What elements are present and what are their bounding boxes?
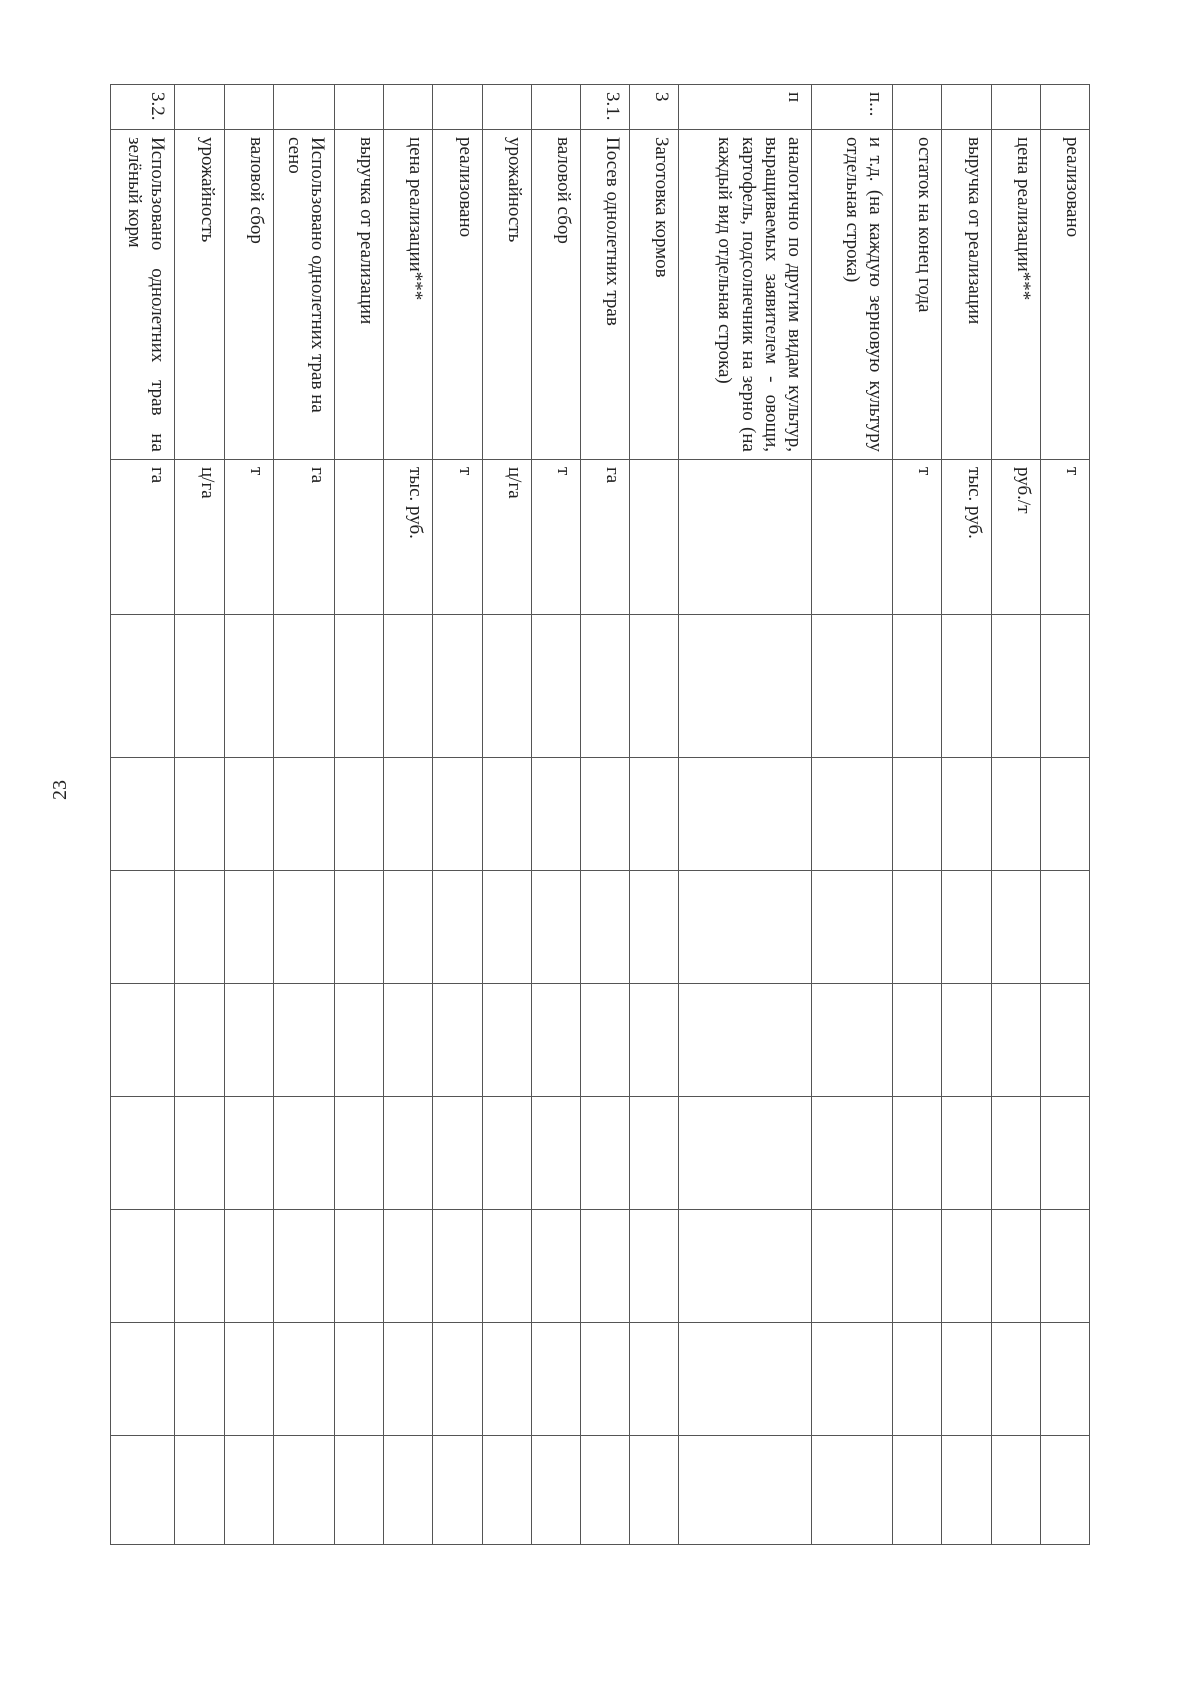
table-row (482, 85, 531, 1545)
empty-value-cell (531, 1436, 580, 1545)
row-number-cell (482, 85, 531, 130)
empty-value-cell (893, 758, 942, 871)
empty-value-cell (111, 1323, 175, 1436)
row-label-cell: аналогично по другим видам культур, выращиваемых заявителем - овощи, картофель, подсолнечник на зерно (на каждый вид отдельная строка) (679, 130, 812, 460)
empty-value-cell (679, 1097, 812, 1210)
empty-value-cell (433, 1097, 482, 1210)
empty-value-cell (531, 1210, 580, 1323)
row-unit-cell: т (1040, 460, 1089, 615)
table-row (384, 85, 433, 1545)
empty-value-cell (433, 984, 482, 1097)
row-unit-cell: ц/га (482, 460, 531, 615)
empty-value-cell (811, 871, 892, 984)
empty-value-cell (482, 1436, 531, 1545)
empty-value-cell (335, 984, 384, 1097)
empty-value-cell (111, 984, 175, 1097)
empty-value-cell (991, 1323, 1040, 1436)
empty-value-cell (273, 1210, 334, 1323)
empty-value-cell (1040, 615, 1089, 758)
row-number-cell: п... (811, 85, 892, 130)
row-unit-cell (811, 460, 892, 615)
row-number-cell (384, 85, 433, 130)
row-number-cell (175, 85, 224, 130)
empty-value-cell (991, 758, 1040, 871)
empty-value-cell (580, 1210, 629, 1323)
row-label-cell: Использовано однолетних трав на зелёный корм (111, 130, 175, 460)
empty-value-cell (811, 758, 892, 871)
empty-value-cell (893, 1323, 942, 1436)
table-row (679, 85, 812, 1545)
table-row (580, 85, 629, 1545)
empty-value-cell (630, 1436, 679, 1545)
empty-value-cell (273, 615, 334, 758)
empty-value-cell (679, 1323, 812, 1436)
empty-value-cell (384, 615, 433, 758)
table-row (531, 85, 580, 1545)
empty-value-cell (630, 871, 679, 984)
empty-value-cell (991, 1097, 1040, 1210)
empty-value-cell (335, 1323, 384, 1436)
empty-value-cell (482, 1323, 531, 1436)
empty-value-cell (1040, 871, 1089, 984)
empty-value-cell (273, 871, 334, 984)
empty-value-cell (482, 615, 531, 758)
empty-value-cell (482, 984, 531, 1097)
row-unit-cell (335, 460, 384, 615)
row-unit-cell: тыс. руб. (942, 460, 991, 615)
empty-value-cell (384, 1323, 433, 1436)
empty-value-cell (942, 1210, 991, 1323)
empty-value-cell (991, 984, 1040, 1097)
row-label-cell: реализовано (1040, 130, 1089, 460)
empty-value-cell (111, 615, 175, 758)
empty-value-cell (335, 1210, 384, 1323)
empty-value-cell (630, 1323, 679, 1436)
empty-value-cell (175, 1097, 224, 1210)
empty-value-cell (811, 984, 892, 1097)
empty-value-cell (273, 1436, 334, 1545)
empty-value-cell (175, 615, 224, 758)
empty-value-cell (335, 871, 384, 984)
row-label-cell: остаток на конец года (893, 130, 942, 460)
row-unit-cell: ц/га (175, 460, 224, 615)
empty-value-cell (580, 758, 629, 871)
empty-value-cell (111, 1436, 175, 1545)
empty-value-cell (580, 615, 629, 758)
table-row (335, 85, 384, 1545)
empty-value-cell (384, 1436, 433, 1545)
empty-value-cell (811, 1436, 892, 1545)
empty-value-cell (942, 1097, 991, 1210)
row-number-cell: 3 (630, 85, 679, 130)
row-label-cell: выручка от реализации (335, 130, 384, 460)
empty-value-cell (224, 758, 273, 871)
empty-value-cell (580, 871, 629, 984)
row-number-cell (991, 85, 1040, 130)
empty-value-cell (531, 1097, 580, 1210)
empty-value-cell (175, 1210, 224, 1323)
empty-value-cell (630, 1210, 679, 1323)
empty-value-cell (175, 871, 224, 984)
empty-value-cell (175, 1323, 224, 1436)
empty-value-cell (811, 615, 892, 758)
empty-value-cell (175, 984, 224, 1097)
empty-value-cell (531, 984, 580, 1097)
empty-value-cell (531, 615, 580, 758)
row-unit-cell: га (273, 460, 334, 615)
table-row (893, 85, 942, 1545)
empty-value-cell (1040, 1323, 1089, 1436)
empty-value-cell (580, 1097, 629, 1210)
empty-value-cell (942, 758, 991, 871)
empty-value-cell (991, 615, 1040, 758)
row-label-cell: цена реализации*** (991, 130, 1040, 460)
row-number-cell: п (679, 85, 812, 130)
row-unit-cell: т (531, 460, 580, 615)
empty-value-cell (384, 758, 433, 871)
row-number-cell (335, 85, 384, 130)
empty-value-cell (273, 1323, 334, 1436)
empty-value-cell (384, 1210, 433, 1323)
empty-value-cell (893, 984, 942, 1097)
table-row (175, 85, 224, 1545)
empty-value-cell (384, 984, 433, 1097)
row-unit-cell: т (224, 460, 273, 615)
row-label-cell: выручка от реализации (942, 130, 991, 460)
empty-value-cell (384, 871, 433, 984)
row-number-cell (433, 85, 482, 130)
empty-value-cell (1040, 1210, 1089, 1323)
row-label-cell: урожайность (175, 130, 224, 460)
row-label-cell: Посев однолетних трав (580, 130, 629, 460)
empty-value-cell (942, 1436, 991, 1545)
empty-value-cell (942, 1323, 991, 1436)
row-label-cell: и т.д. (на каждую зерновую культуру отдельная строка) (811, 130, 892, 460)
row-label-cell: валовой сбор (531, 130, 580, 460)
empty-value-cell (893, 1210, 942, 1323)
empty-value-cell (433, 1323, 482, 1436)
empty-value-cell (942, 615, 991, 758)
empty-value-cell (433, 1436, 482, 1545)
empty-value-cell (991, 1436, 1040, 1545)
empty-value-cell (942, 984, 991, 1097)
row-number-cell (224, 85, 273, 130)
empty-value-cell (1040, 758, 1089, 871)
empty-value-cell (175, 1436, 224, 1545)
empty-value-cell (580, 1323, 629, 1436)
empty-value-cell (273, 1097, 334, 1210)
row-label-cell: Использовано однолетних трав на сено (273, 130, 334, 460)
empty-value-cell (1040, 984, 1089, 1097)
empty-value-cell (224, 1210, 273, 1323)
empty-value-cell (679, 615, 812, 758)
empty-value-cell (531, 758, 580, 871)
empty-value-cell (224, 1436, 273, 1545)
empty-value-cell (433, 1210, 482, 1323)
row-label-cell: валовой сбор (224, 130, 273, 460)
empty-value-cell (224, 984, 273, 1097)
row-number-cell (1040, 85, 1089, 130)
empty-value-cell (224, 615, 273, 758)
empty-value-cell (175, 758, 224, 871)
empty-value-cell (630, 615, 679, 758)
empty-value-cell (335, 615, 384, 758)
page-number: 23 (49, 780, 71, 800)
row-number-cell: 3.1. (580, 85, 629, 130)
row-number-cell (531, 85, 580, 130)
row-label-cell: урожайность (482, 130, 531, 460)
empty-value-cell (273, 758, 334, 871)
empty-value-cell (335, 1097, 384, 1210)
empty-value-cell (630, 1097, 679, 1210)
empty-value-cell (111, 1210, 175, 1323)
row-unit-cell: т (893, 460, 942, 615)
empty-value-cell (531, 871, 580, 984)
empty-value-cell (111, 758, 175, 871)
empty-value-cell (679, 1436, 812, 1545)
empty-value-cell (482, 1210, 531, 1323)
empty-value-cell (273, 984, 334, 1097)
empty-value-cell (942, 871, 991, 984)
row-label-cell: Заготовка кормов (630, 130, 679, 460)
empty-value-cell (580, 984, 629, 1097)
table-row (942, 85, 991, 1545)
table-row (630, 85, 679, 1545)
empty-value-cell (111, 871, 175, 984)
table-row (224, 85, 273, 1545)
empty-value-cell (384, 1097, 433, 1210)
empty-value-cell (433, 615, 482, 758)
row-number-cell: 3.2. (111, 85, 175, 130)
row-unit-cell: руб./т (991, 460, 1040, 615)
empty-value-cell (482, 758, 531, 871)
row-unit-cell: тыс. руб. (384, 460, 433, 615)
table-row (991, 85, 1040, 1545)
empty-value-cell (433, 758, 482, 871)
empty-value-cell (335, 758, 384, 871)
empty-value-cell (335, 1436, 384, 1545)
empty-value-cell (991, 871, 1040, 984)
empty-value-cell (1040, 1436, 1089, 1545)
table-row (273, 85, 334, 1545)
empty-value-cell (482, 1097, 531, 1210)
empty-value-cell (630, 984, 679, 1097)
row-unit-cell (630, 460, 679, 615)
empty-value-cell (224, 1097, 273, 1210)
empty-value-cell (433, 871, 482, 984)
empty-value-cell (811, 1210, 892, 1323)
empty-value-cell (482, 871, 531, 984)
empty-value-cell (893, 871, 942, 984)
table-row (111, 85, 175, 1545)
row-number-cell (273, 85, 334, 130)
empty-value-cell (893, 1436, 942, 1545)
empty-value-cell (679, 1210, 812, 1323)
row-unit-cell: га (580, 460, 629, 615)
table-row (433, 85, 482, 1545)
row-number-cell (893, 85, 942, 130)
empty-value-cell (224, 1323, 273, 1436)
empty-value-cell (811, 1097, 892, 1210)
rotated-page-content (110, 84, 1090, 1544)
empty-value-cell (893, 1097, 942, 1210)
row-number-cell (942, 85, 991, 130)
data-table (110, 84, 1090, 1545)
row-unit-cell (679, 460, 812, 615)
table-row (1040, 85, 1089, 1545)
empty-value-cell (531, 1323, 580, 1436)
row-unit-cell: га (111, 460, 175, 615)
empty-value-cell (224, 871, 273, 984)
empty-value-cell (580, 1436, 629, 1545)
row-label-cell: цена реализации*** (384, 130, 433, 460)
empty-value-cell (679, 984, 812, 1097)
empty-value-cell (679, 871, 812, 984)
empty-value-cell (811, 1323, 892, 1436)
empty-value-cell (991, 1210, 1040, 1323)
empty-value-cell (1040, 1097, 1089, 1210)
empty-value-cell (630, 758, 679, 871)
row-unit-cell: т (433, 460, 482, 615)
table-row (811, 85, 892, 1545)
empty-value-cell (111, 1097, 175, 1210)
row-label-cell: реализовано (433, 130, 482, 460)
empty-value-cell (893, 615, 942, 758)
empty-value-cell (679, 758, 812, 871)
